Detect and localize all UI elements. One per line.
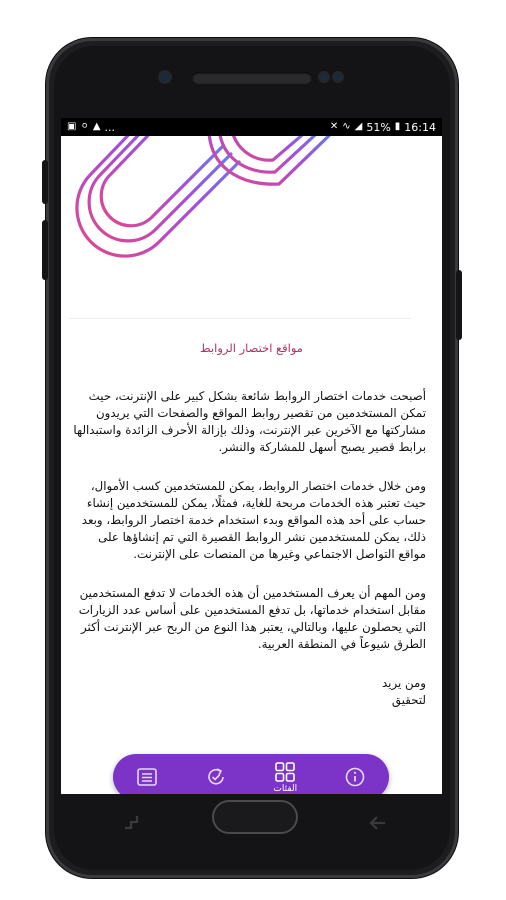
nav-categories[interactable] bbox=[273, 761, 297, 794]
phone-speaker bbox=[192, 72, 312, 84]
article-hero-image bbox=[69, 136, 411, 319]
phone-side-button-right bbox=[456, 270, 462, 340]
status-ellipsis: ... bbox=[104, 120, 116, 134]
article-paragraph-1: أصبحت خدمات اختصار الروابط شائعة بشكل كبير على الإنترنت، حيث تمكن المستخدمين من تقصير روابط المواقع والصفحات التي يريدون مشاركتها مع الآخرين عبر الإنترنت، وذلك بإزالة الأحرف الزائدة واستبدالها برابط قصير يصبح أسهل للمشاركة والنشر. bbox=[73, 389, 426, 454]
warning-icon: ▲ bbox=[92, 121, 101, 132]
image-caption: مواقع اختصار الروابط bbox=[200, 341, 303, 355]
recent-apps-icon[interactable] bbox=[121, 812, 143, 834]
sensor-icon bbox=[320, 73, 328, 81]
article-paragraph-4: ومن يريد bbox=[381, 676, 426, 690]
status-right bbox=[330, 121, 436, 134]
nav-info[interactable] bbox=[344, 766, 366, 788]
image-icon: ▣ bbox=[67, 121, 77, 132]
mute-icon: ✕ bbox=[329, 121, 339, 132]
wifi-question-icon: ⚪ bbox=[80, 121, 89, 132]
phone-side-button-left-2 bbox=[42, 220, 48, 280]
home-button[interactable] bbox=[212, 800, 298, 834]
article-content[interactable] bbox=[61, 136, 442, 794]
article-paragraph-5: لتحقيق bbox=[391, 693, 426, 707]
sensor-icon-2 bbox=[334, 73, 342, 81]
nav-categories-label: الفئات bbox=[273, 783, 298, 794]
article-paragraph-3: ومن المهم أن يعرف المستخدمين أن هذه الخدمات لا تدفع المستخدمين مقابل استخدام خدماتها، بل تدفع المستخدمين على أساس عدد الزيارات التي يحصلون عليها، وبالتالي، يعتبر هذا النوع من الربح عبر الإنترنت أكثر الطرق شيوعاً في المنطقة العربية. bbox=[78, 586, 426, 651]
refresh-check-icon bbox=[205, 766, 227, 788]
phone-side-button-left bbox=[42, 160, 48, 204]
screen bbox=[61, 118, 442, 794]
grid-icon bbox=[274, 761, 296, 783]
front-camera-icon bbox=[160, 72, 170, 82]
article-body bbox=[71, 388, 426, 709]
battery-icon: ▮ bbox=[394, 121, 401, 132]
signal-icon: ◢ bbox=[354, 121, 363, 132]
link-chain-icon bbox=[69, 136, 411, 318]
battery-percent: 51% bbox=[366, 120, 391, 134]
status-time: 16:14 bbox=[404, 120, 436, 134]
info-icon bbox=[344, 766, 366, 788]
nav-list[interactable] bbox=[136, 766, 158, 788]
nav-refresh[interactable] bbox=[205, 766, 227, 788]
status-left bbox=[67, 121, 115, 134]
back-arrow-icon[interactable] bbox=[367, 812, 389, 834]
bottom-nav-bar bbox=[113, 754, 389, 794]
wifi-icon: ∿ bbox=[342, 121, 351, 132]
status-bar bbox=[61, 118, 442, 136]
article-paragraph-2: ومن خلال خدمات اختصار الروابط، يمكن للمستخدمين كسب الأموال، حيث تعتبر هذه الخدمات مربحة للغاية، فمثلًا، يمكن للمستخدمين إنشاء حساب على أحد هذه المواقع وبدء استخدام خدمة اختصار الروابط، وبعد ذلك، يمكن للمستخدمين نشر الروابط القصيرة التي تم إنشاؤها على مواقع التواصل الاجتماعي وغيرها من المنصات على الإنترنت. bbox=[81, 479, 426, 561]
list-icon bbox=[136, 766, 158, 788]
